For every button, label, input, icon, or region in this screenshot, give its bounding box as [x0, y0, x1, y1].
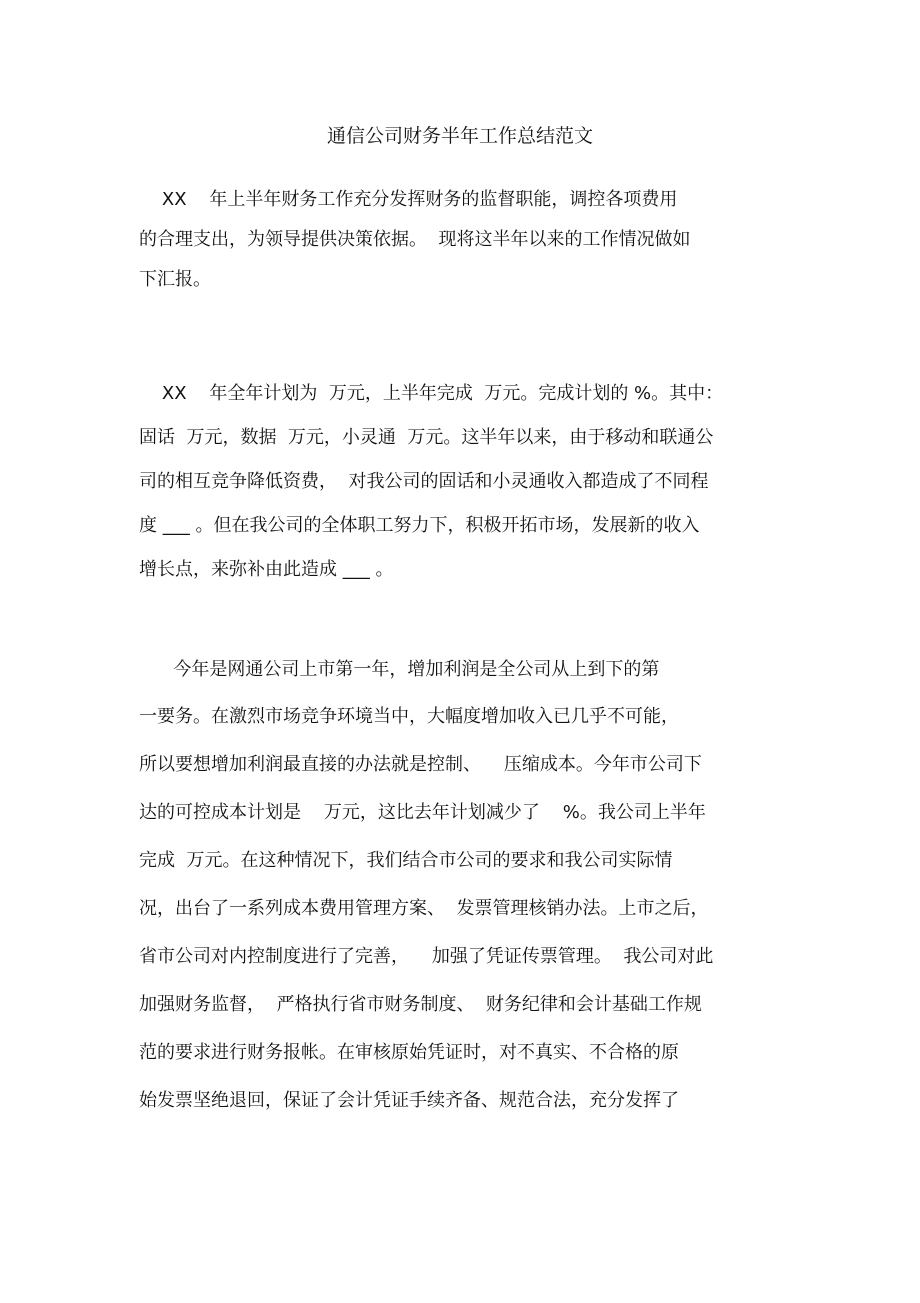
document-title: 通信公司财务半年工作总结范文 — [326, 125, 593, 147]
paragraph-3-line-5: 完成 万元。在这种情况下，我们结合市公司的要求和我公司实际情 — [139, 850, 673, 871]
paragraph-3-line-1: 今年是网通公司上市第一年，增加利润是全公司从上到下的第 — [139, 659, 660, 680]
paragraph-2-line-5: 增长点，来弥补由此造成 ___ 。 — [139, 559, 394, 580]
paragraph-3-line-6: 况，出台了一系列成本费用管理方案、 发票管理核销办法。上市之后， — [139, 898, 709, 919]
paragraph-1-line-2: 的合理支出，为领导提供决策依据。 现将这半年以来的工作情况做如 — [139, 229, 691, 250]
paragraph-3-line-3: 所以要想增加利润最直接的办法就是控制、 压缩成本。今年市公司下 — [139, 754, 702, 775]
paragraph-3-line-4: 达的可控成本计划是 万元，这比去年计划减少了 %。我公司上半年 — [139, 802, 706, 823]
paragraph-2-line-4: 度 ___ 。但在我公司的全体职工努力下，积极开拓市场，发展新的收入 — [139, 515, 700, 536]
paragraph-1-line-1: XX 年上半年财务工作充分发挥财务的监督职能，调控各项费用 — [139, 189, 678, 210]
paragraph-2-line-2: 固话 万元，数据 万元，小灵通 万元。这半年以来，由于移动和联通公 — [139, 427, 714, 448]
paragraph-3-line-8: 加强财务监督， 严格执行省市财务制度、 财务纪律和会计基础工作规 — [139, 994, 702, 1015]
paragraph-1-line-3: 下汇报。 — [139, 269, 211, 290]
paragraph-3-line-9: 范的要求进行财务报帐。在审核原始凭证时，对不真实、不合格的原 — [139, 1042, 679, 1063]
paragraph-3-line-10: 始发票坚绝退回，保证了会计凭证手续齐备、规范合法，充分发挥了 — [139, 1090, 679, 1111]
paragraph-2-line-1: XX 年全年计划为 万元，上半年完成 万元。完成计划的 %。其中： — [139, 383, 724, 404]
paragraph-2-line-3: 司的相互竞争降低资费， 对我公司的固话和小灵通收入都造成了不同程 — [139, 471, 709, 492]
paragraph-3-line-2: 一要务。在激烈市场竞争环境当中，大幅度增加收入已几乎不可能， — [139, 706, 679, 727]
paragraph-3-line-7: 省市公司对内控制度进行了完善， 加强了凭证传票管理。 我公司对此 — [139, 946, 714, 967]
